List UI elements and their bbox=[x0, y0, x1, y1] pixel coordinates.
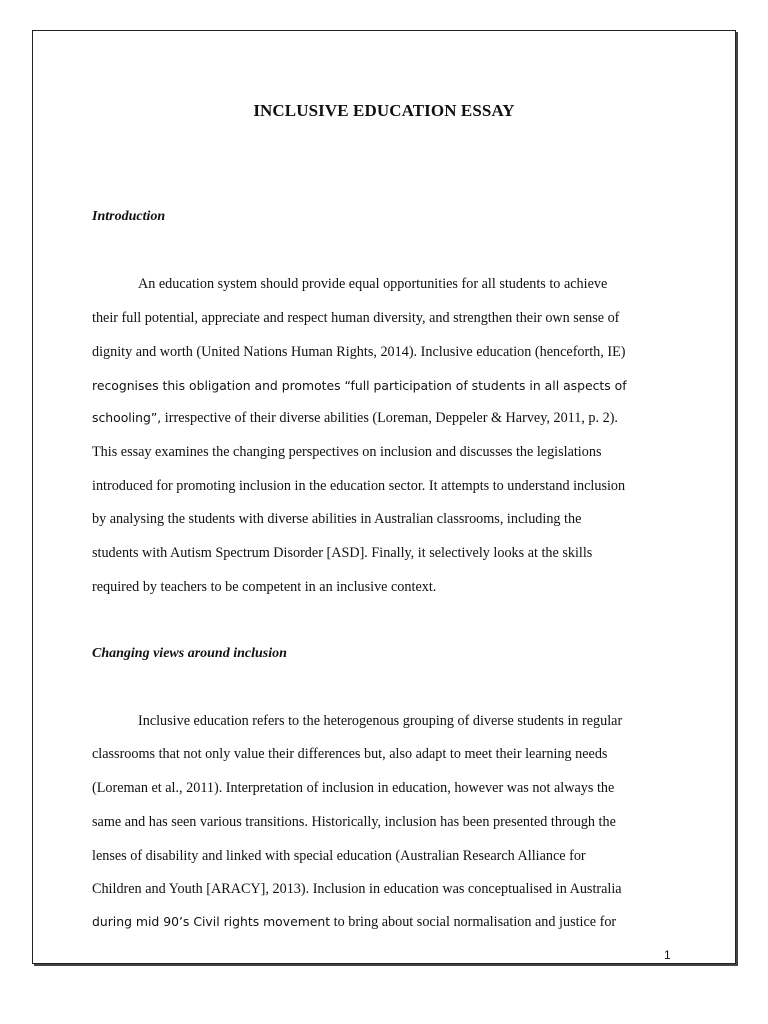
paragraph-line: students with Autism Spectrum Disorder [ASD]. Finally, it selectively looks at the skills bbox=[92, 545, 593, 561]
document-title: INCLUSIVE EDUCATION ESSAY bbox=[253, 101, 515, 120]
paragraph-line-segment: to bring about social normalisation and justice for bbox=[330, 914, 617, 930]
paragraph-line: Inclusive education refers to the heterogenous grouping of diverse students in regular bbox=[138, 713, 623, 729]
section-heading-introduction: Introduction bbox=[92, 209, 166, 224]
paragraph-line: introduced for promoting inclusion in the education sector. It attempts to understand inclusion bbox=[92, 478, 626, 494]
paragraph-line: Children and Youth [ARACY], 2013). Inclusion in education was conceptualised in Australia bbox=[92, 881, 622, 897]
paragraph-line-segment: during mid 90’s Civil rights movement bbox=[92, 914, 331, 929]
paragraph-line: required by teachers to be competent in an inclusive context. bbox=[92, 579, 437, 595]
paragraph-line: same and has seen various transitions. Historically, inclusion has been presented through the bbox=[92, 814, 616, 830]
paragraph-line: lenses of disability and linked with special education (Australian Research Alliance for bbox=[92, 848, 586, 864]
paragraph-line: An education system should provide equal opportunities for all students to achieve bbox=[138, 276, 608, 292]
paragraph-line bbox=[92, 410, 618, 426]
paragraph-line: classrooms that not only value their differences but, also adapt to meet their learning needs bbox=[92, 746, 608, 762]
page-number: 1 bbox=[664, 948, 671, 962]
paragraph-line bbox=[92, 914, 616, 930]
paragraph-line: their full potential, appreciate and respect human diversity, and strengthen their own sense of bbox=[92, 310, 620, 326]
section-heading-changing-views: Changing views around inclusion bbox=[92, 646, 287, 661]
paragraph-line: This essay examines the changing perspectives on inclusion and discusses the legislations bbox=[92, 444, 602, 460]
paragraph-line: dignity and worth (United Nations Human Rights, 2014). Inclusive education (henceforth, IE) bbox=[92, 344, 626, 360]
paragraph-line: by analysing the students with diverse abilities in Australian classrooms, including the bbox=[92, 511, 582, 527]
paragraph-line-segment: irrespective of their diverse abilities (Loreman, Deppeler & Harvey, 2011, p. 2). bbox=[161, 410, 618, 426]
paragraph-line: recognises this obligation and promotes “full participation of students in all aspects of bbox=[92, 378, 627, 393]
paragraph-line-segment: schooling”, bbox=[92, 410, 162, 425]
paragraph-line: (Loreman et al., 2011). Interpretation of inclusion in education, however was not always the bbox=[92, 780, 615, 796]
